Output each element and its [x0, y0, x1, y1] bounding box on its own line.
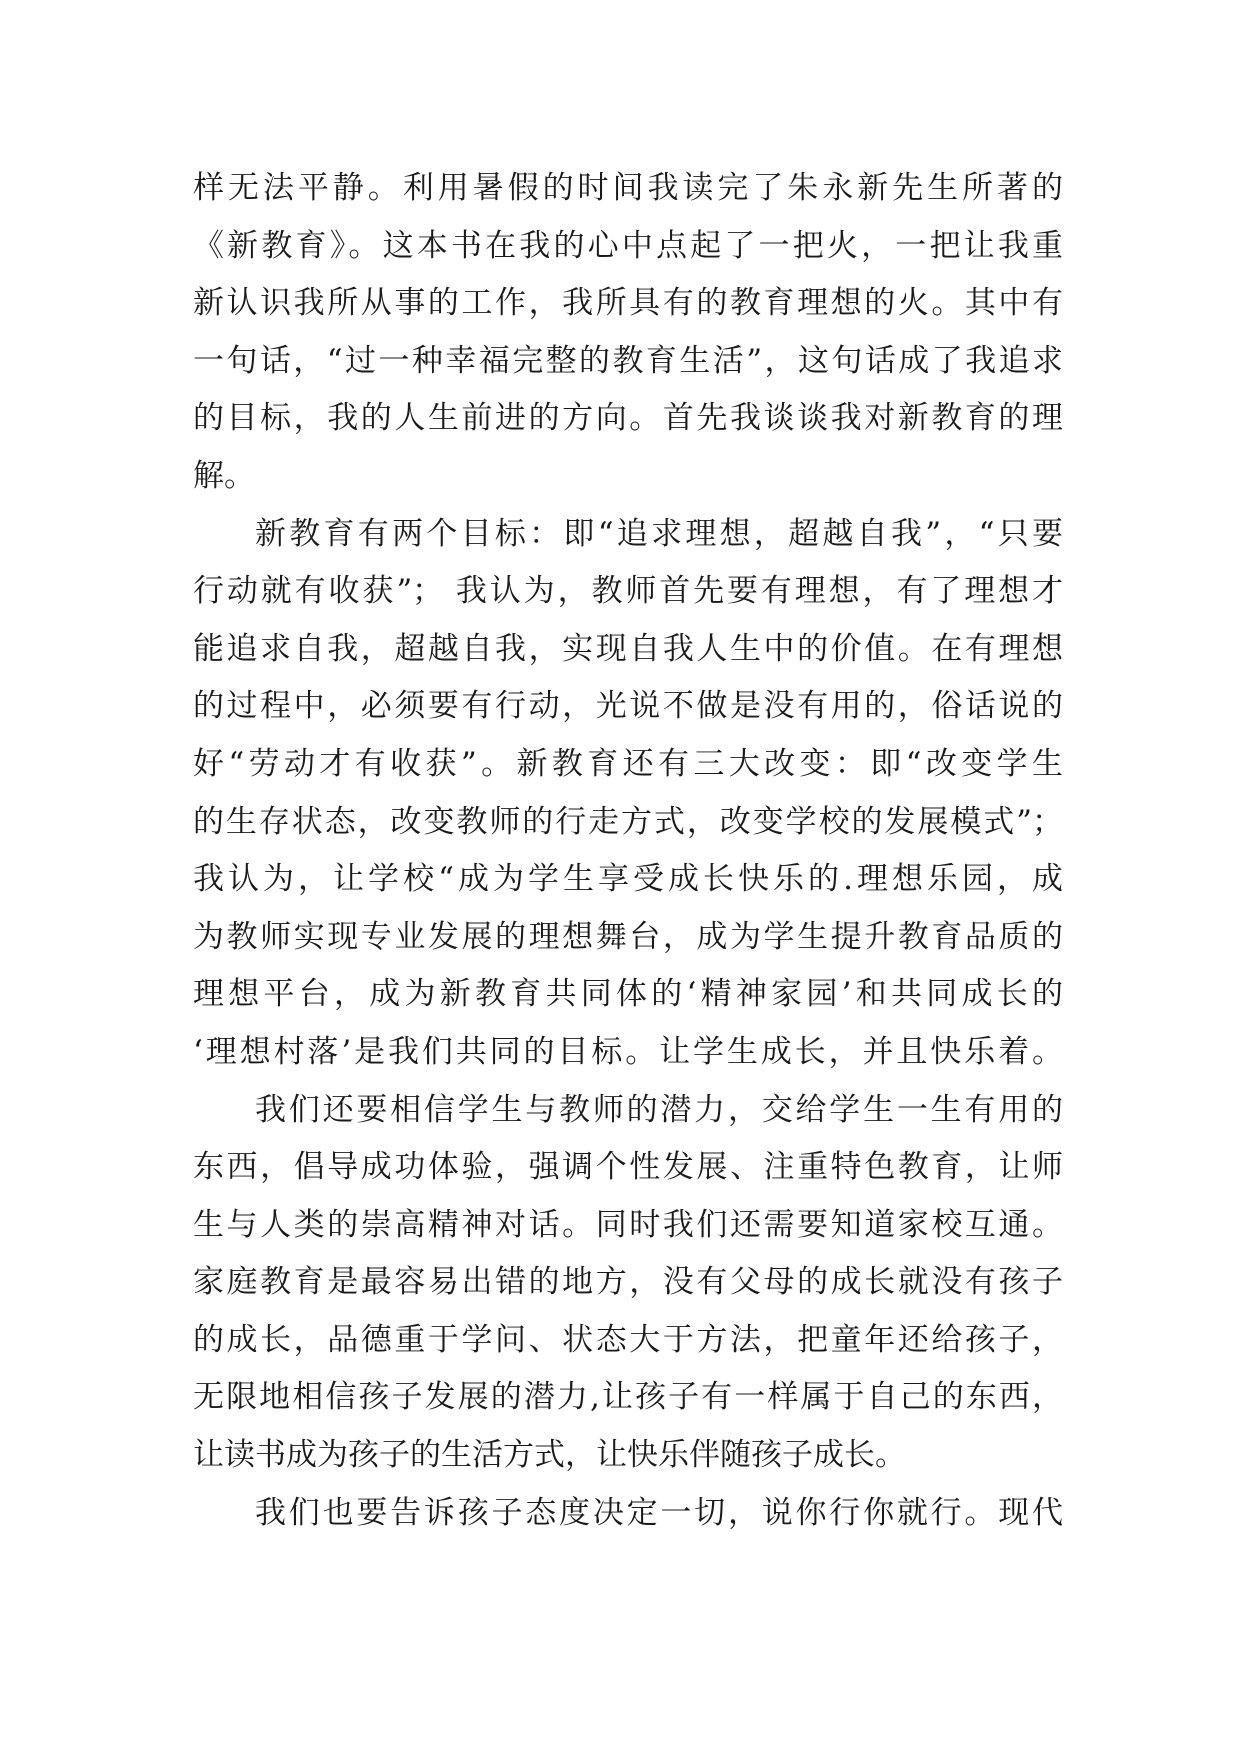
text-line: 行动就有收获”； 我认为，教师首先要有理想，有了理想才: [193, 573, 1063, 610]
text-line: 新教育有两个目标：即“追求理想，超越自我”，“只要: [255, 515, 1063, 552]
text-line: 一句话，“过一种幸福完整的教育生活”，这句话成了我追求: [193, 342, 1063, 379]
text-line: 东西，倡导成功体验，强调个性发展、注重特色教育，让师: [193, 1149, 1063, 1186]
text-line: 样无法平静。利用暑假的时间我读完了朱永新先生所著的: [193, 170, 1063, 206]
text-line: 的生存状态，改变教师的行走方式，改变学校的发展模式”；: [193, 803, 1063, 840]
text-line: 我认为，让学校“成为学生享受成长快乐的.理想乐园，成: [193, 861, 1063, 898]
body-text: [193, 160, 1063, 1542]
text-line: 的成长，品德重于学问、状态大于方法，把童年还给孩子，: [193, 1321, 1063, 1358]
text-line: 我们还要相信学生与教师的潜力，交给学生一生有用的: [255, 1091, 1063, 1128]
text-line: 我们也要告诉孩子态度决定一切，说你行你就行。现代: [255, 1494, 1063, 1531]
text-line: 新认识我所从事的工作，我所具有的教育理想的火。其中有: [193, 285, 1063, 322]
text-line: ‘理想村落’是我们共同的目标。让学生成长，并且快乐着。: [193, 1033, 1063, 1070]
text-line: 的过程中，必须要有行动，光说不做是没有用的，俗话说的: [193, 688, 1063, 725]
text-line: 生与人类的崇高精神对话。同时我们还需要知道家校互通。: [193, 1206, 1063, 1243]
text-line: 为教师实现专业发展的理想舞台，成为学生提升教育品质的: [193, 918, 1063, 955]
text-line: 《新教育》。这本书在我的心中点起了一把火，一把让我重: [193, 227, 1063, 264]
text-line: 解。: [193, 457, 255, 494]
text-line: 理想平台，成为新教育共同体的‘精神家园’和共同成长的: [193, 976, 1063, 1013]
text-line: 能追求自我，超越自我，实现自我人生中的价值。在有理想: [193, 630, 1063, 667]
text-line: 的目标，我的人生前进的方向。首先我谈谈我对新教育的理: [193, 400, 1063, 437]
text-line: 家庭教育是最容易出错的地方，没有父母的成长就没有孩子: [193, 1264, 1063, 1301]
text-line: 让读书成为孩子的生活方式，让快乐伴随孩子成长。: [193, 1437, 906, 1474]
text-line: 无限地相信孩子发展的潜力,让孩子有一样属于自己的东西，: [193, 1379, 1063, 1416]
text-line: 好“劳动才有收获”。新教育还有三大改变：即“改变学生: [193, 745, 1063, 782]
